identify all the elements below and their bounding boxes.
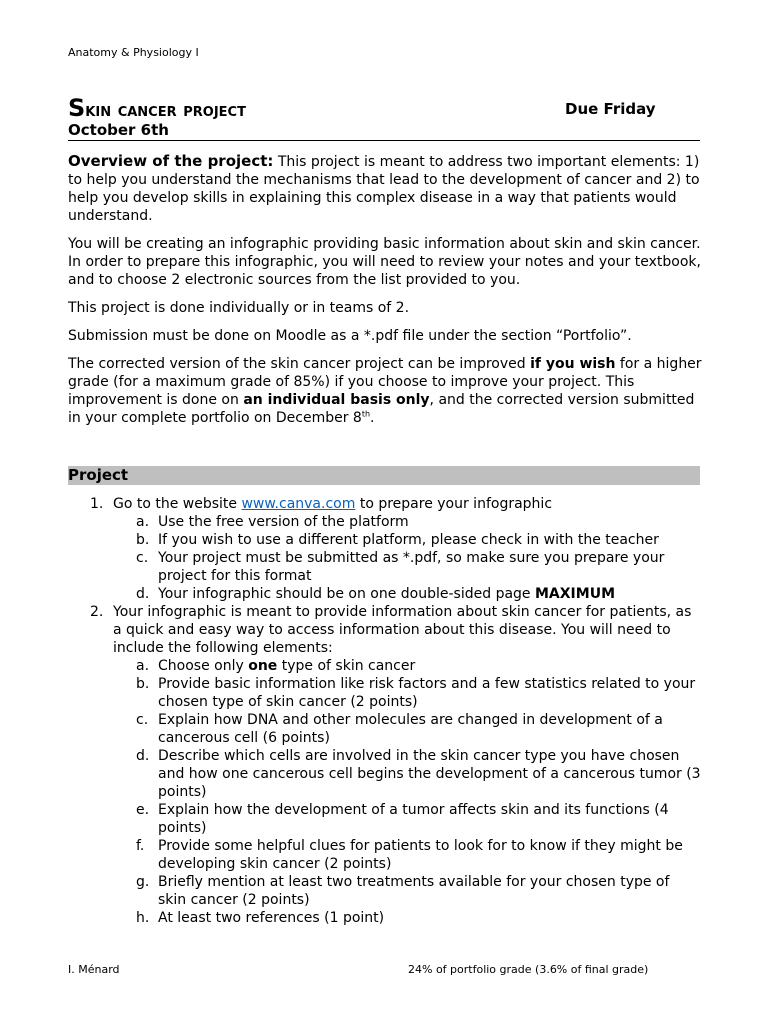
item-text: Your infographic is meant to provide information about skin cancer for patients, as a quick and easy way to access information about this disease. You will need to include the following elements:	[113, 604, 692, 656]
project-list	[68, 495, 702, 927]
list-number: h.	[136, 910, 150, 926]
item-text: Briefly mention at least two treatments available for your chosen type of skin cancer (2 points)	[158, 874, 670, 908]
correction-end: .	[370, 410, 375, 426]
correction-bold-2: an individual basis only	[243, 392, 430, 408]
correction-text-1: The corrected version of the skin cancer project can be improved	[68, 356, 531, 372]
list-item	[68, 657, 702, 675]
correction-text-2: for a higher grade (for a maximum grade of 85%) if you choose to improve your project. This improvement is done on	[68, 356, 702, 408]
list-number: c.	[136, 712, 149, 728]
list-number: d.	[136, 586, 150, 602]
item-text: Provide some helpful clues for patients to look for to know if they might be developing skin cancer (2 points)	[158, 838, 683, 872]
paragraph-submission: Submission must be done on Moodle as a *.pdf file under the section “Portfolio”.	[68, 328, 632, 344]
overview-label: Overview of the project:	[68, 152, 274, 170]
list-item	[68, 675, 702, 711]
item-text: to prepare your infographic	[355, 496, 553, 512]
item-text: Describe which cells are involved in the skin cancer type you have chosen and how one cancerous cell begins the development of a cancerous tumor (3 points)	[158, 748, 701, 800]
list-number: g.	[136, 874, 150, 890]
list-item	[68, 495, 702, 513]
list-number: b.	[136, 676, 150, 692]
list-number: d.	[136, 748, 150, 764]
paragraph-correction	[68, 355, 702, 427]
item-text: Explain how the development of a tumor affects skin and its functions (4 points)	[158, 802, 669, 836]
footer-grade: 24% of portfolio grade (3.6% of final grade)	[408, 963, 649, 976]
section-heading-project: Project	[68, 466, 700, 485]
title-block	[68, 94, 700, 138]
list-item	[68, 711, 702, 747]
list-number: b.	[136, 532, 150, 548]
correction-bold-1: if you wish	[530, 356, 616, 372]
overview-text: This project is meant to address two important elements: 1) to help you understand the mechanisms that lead to the development of cancer and 2) to help you develop skills in explaining this complex disease in a way that patients would understand.	[68, 154, 700, 224]
item-text: If you wish to use a different platform, please check in with the teacher	[158, 532, 659, 548]
list-item	[68, 801, 702, 837]
list-item	[68, 603, 702, 657]
title-rest: kin cancer project	[85, 99, 246, 121]
list-number: 1.	[90, 496, 104, 512]
list-item	[68, 549, 702, 585]
title-divider	[68, 140, 700, 141]
item-text: Use the free version of the platform	[158, 514, 409, 530]
list-item	[68, 513, 702, 531]
list-number: a.	[136, 514, 150, 530]
item-text: type of skin cancer	[277, 658, 416, 674]
correction-text-3: , and the corrected version submitted in your complete portfolio on December 8	[68, 392, 695, 426]
canva-link[interactable]: www.canva.com	[241, 496, 356, 512]
list-number: 2.	[90, 604, 104, 620]
list-item	[68, 873, 702, 909]
footer-author: I. Ménard	[68, 963, 120, 976]
overview-paragraph	[68, 152, 702, 225]
item-text: Your infographic should be on one double-sided page	[158, 586, 535, 602]
item-text: At least two references (1 point)	[158, 910, 385, 926]
intro-body	[68, 152, 702, 437]
list-number: e.	[136, 802, 150, 818]
item-text: Go to the website	[113, 496, 242, 512]
list-number: c.	[136, 550, 149, 566]
title-initial: S	[68, 94, 86, 122]
item-bold: MAXIMUM	[535, 586, 616, 602]
list-number: a.	[136, 658, 150, 674]
due-date: October 6th	[68, 121, 169, 139]
item-text: Choose only	[158, 658, 249, 674]
list-item	[68, 585, 702, 603]
item-text: Provide basic information like risk factors and a few statistics related to your chosen type of skin cancer (2 points)	[158, 676, 696, 710]
list-item	[68, 531, 702, 549]
course-header: Anatomy & Physiology I	[68, 46, 199, 59]
paragraph-infographic: You will be creating an infographic providing basic information about skin and skin cancer. In order to prepare this infographic, you will need to review your notes and your textbook, and to choose 2 electronic sources from the list provided to you.	[68, 236, 701, 288]
paragraph-teams: This project is done individually or in teams of 2.	[68, 300, 410, 316]
item-text: Explain how DNA and other molecules are changed in development of a cancerous cell (6 points)	[158, 712, 663, 746]
list-item	[68, 747, 702, 801]
list-item	[68, 837, 702, 873]
due-label: Due Friday	[565, 100, 656, 118]
item-bold: one	[248, 658, 278, 674]
list-item	[68, 909, 702, 927]
list-number: f.	[136, 838, 145, 854]
item-text: Your project must be submitted as *.pdf, so make sure you prepare your project for this format	[158, 550, 665, 584]
correction-sup: th	[361, 409, 371, 419]
